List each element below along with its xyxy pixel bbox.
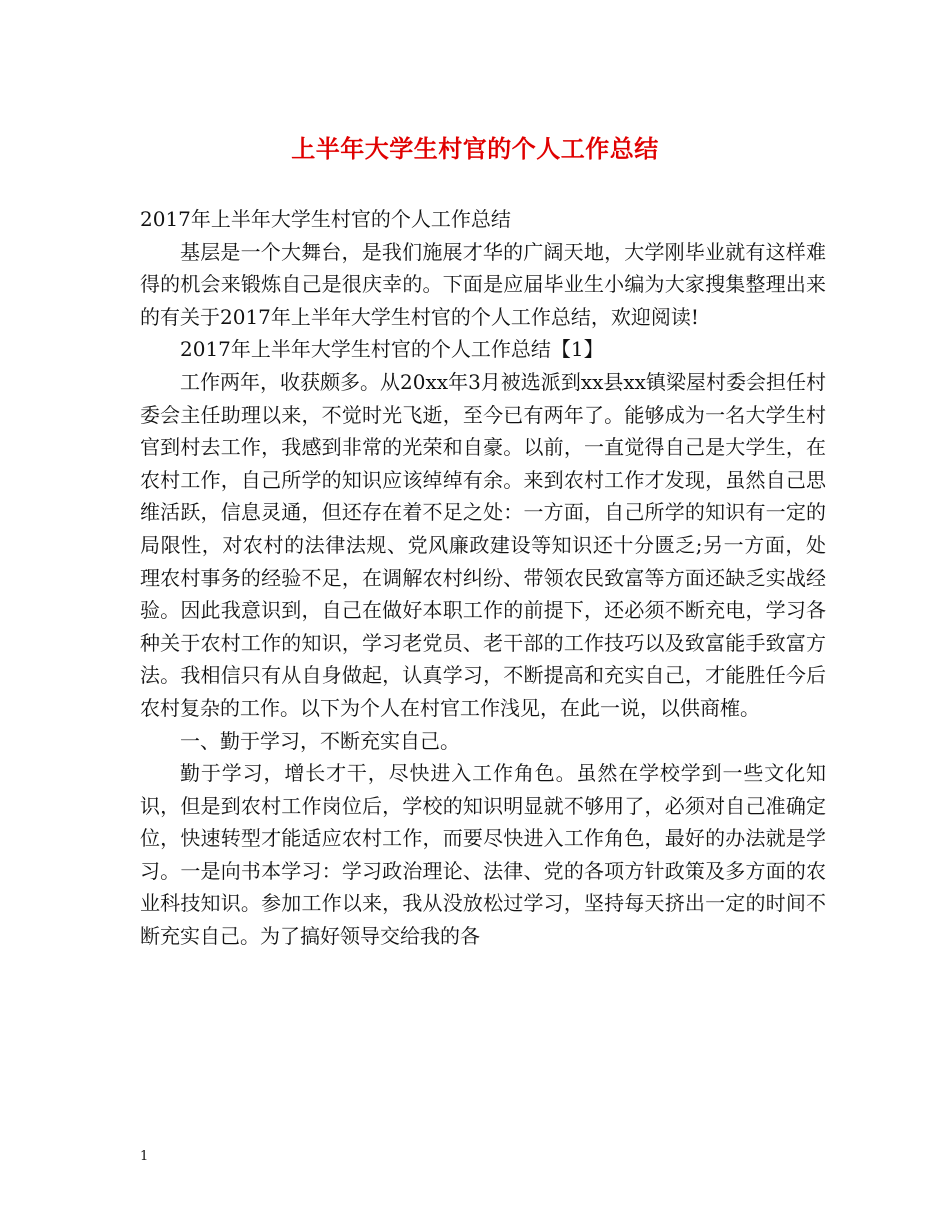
document-body bbox=[140, 203, 826, 953]
document-title: 上半年大学生村官的个人工作总结 bbox=[291, 134, 659, 163]
paragraph-heading: 2017年上半年大学生村官的个人工作总结 bbox=[140, 207, 511, 231]
paragraph-intro: 基层是一个大舞台，是我们施展才华的广阔天地，大学刚毕业就有这样难得的机会来锻炼自己是很庆幸的。下面是应届毕业生小编为大家搜集整理出来的有关于2017年上半年大学生村官的个人工作总结，欢迎阅读! bbox=[140, 239, 826, 329]
paragraph-body: 勤于学习，增长才干，尽快进入工作角色。虽然在学校学到一些文化知识，但是到农村工作岗位后，学校的知识明显就不够用了，必须对自己准确定位，快速转型才能适应农村工作，而要尽快进入工作角色，最好的办法就是学习。一是向书本学习：学习政治理论、法律、党的各项方针政策及多方面的农业科技知识。参加工作以来，我从没放松过学习，坚持每天挤出一定的时间不断充实自己。为了搞好领导交给我的各 bbox=[140, 761, 826, 949]
page-number: 1 bbox=[140, 1149, 149, 1164]
paragraph-section-heading: 2017年上半年大学生村官的个人工作总结【1】 bbox=[180, 337, 604, 362]
paragraph-subheading: 一、勤于学习，不断充实自己。 bbox=[180, 728, 460, 753]
paragraph-body: 工作两年，收获颇多。从20xx年3月被选派到xx县xx镇梁屋村委会担任村委会主任助理以来，不觉时光飞逝，至今已有两年了。能够成为一名大学生村官到村去工作，我感到非常的光荣和自豪。以前，一直觉得自己是大学生，在农村工作，自己所学的知识应该绰绰有余。来到农村工作才发现，虽然自己思维活跃，信息灵通，但还存在着不足之处：一方面，自己所学的知识有一定的局限性，对农村的法律法规、党风廉政建设等知识还十分匮乏;另一方面，处理农村事务的经验不足，在调解农村纠纷、带领农民致富等方面还缺乏实战经验。因此我意识到，自己在做好本职工作的前提下，还必须不断充电，学习各种关于农村工作的知识，学习老党员、老干部的工作技巧以及致富能手致富方法。我相信只有从自身做起，认真学习，不断提高和充实自己，才能胜任今后农村复杂的工作。以下为个人在村官工作浅见，在此一说，以供商榷。 bbox=[140, 369, 826, 720]
